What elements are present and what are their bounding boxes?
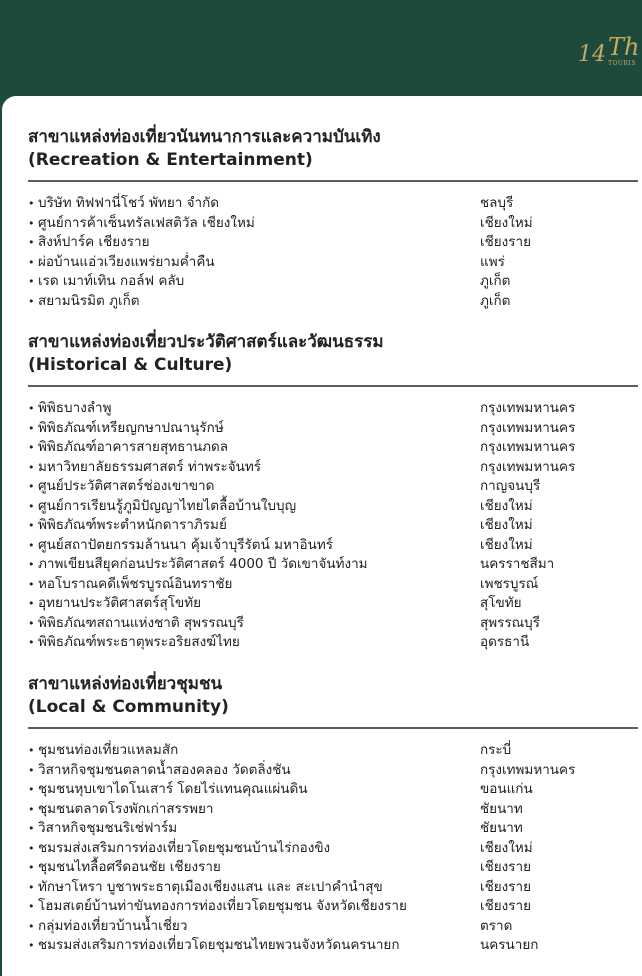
attraction-name: • ศูนย์การเรียนรู้ภูมิปัญญาไทยไตลื้อบ้านใบบุญ [28, 497, 480, 517]
province: สุโขทัย [480, 595, 522, 611]
province: ภูเก็ต [480, 292, 511, 309]
list-item [28, 438, 638, 458]
list-item [28, 819, 638, 839]
list-item [28, 761, 638, 781]
province: กรุงเทพมหานคร [480, 419, 576, 436]
province: ชัยนาท [480, 820, 523, 836]
province: เชียงราย [480, 859, 532, 875]
logo-script: Th [608, 33, 640, 61]
attraction-name: • ศูนย์สถาปัตยกรรมล้านนา คุ้มเจ้าบุรีรัตน์ มหาอินทร์ [28, 536, 480, 556]
list-item [28, 936, 638, 956]
province: กรุงเทพมหานคร [480, 400, 576, 416]
attraction-name: • สิงห์ปาร์ค เชียงราย [28, 233, 480, 253]
province: อุดรธานี [480, 634, 530, 650]
list-item [28, 917, 638, 937]
section-title-th: สาขาแหล่งท่องเที่ยวนันทนาการและความบันเทิง [28, 127, 381, 147]
list-item [28, 575, 638, 595]
section-recreation [28, 126, 638, 311]
list-item [28, 800, 638, 820]
province: ชัยนาท [480, 800, 523, 817]
list-item [28, 780, 638, 800]
list-item [28, 458, 638, 478]
province: ขอนแก่น [480, 781, 533, 797]
province: เชียงใหม่ [480, 517, 533, 533]
logo-number: 14 [578, 42, 606, 67]
section-community [28, 673, 638, 956]
attraction-name: • ชุมชนท่องเที่ยวแหลมสัก [28, 741, 480, 761]
section-title-en: (Local & Community) [28, 697, 229, 717]
province: กระบี่ [480, 742, 512, 758]
attraction-name: • สยามนิรมิต ภูเก็ต [28, 292, 480, 312]
attraction-name: • หอโบราณคดีเพ็ชรบูรณ์อินทราชัย [28, 575, 480, 595]
attraction-name: • พิพิธบางลำพู [28, 399, 480, 419]
province: เชียงใหม่ [480, 214, 533, 231]
province: ตราด [480, 917, 513, 934]
attraction-name: • พิพิธภัณฑสถานแห่งชาติ สุพรรณบุรี [28, 614, 480, 634]
attraction-name: • มหาวิทยาลัยธรรมศาสตร์ ท่าพระจันทร์ [28, 458, 480, 478]
section-historical [28, 331, 638, 653]
province: เชียงใหม่ [480, 497, 533, 514]
list-item [28, 497, 638, 517]
list-item [28, 253, 638, 273]
attraction-name: • ผ่อบ้านแอ่วเวียงแพร่ยามค่ำคืน [28, 253, 480, 273]
attraction-name: • ชมรมส่งเสริมการท่องเที่ยวโดยชุมชนไทยพวนจังหวัดนครนายก [28, 936, 480, 956]
list-item [28, 292, 638, 312]
list-item [28, 477, 638, 497]
attraction-name: • เรด เมาท์เทิน กอล์ฟ คลับ [28, 272, 480, 292]
list-item [28, 839, 638, 859]
attraction-name: • กลุ่มท่องเที่ยวบ้านน้ำเชี่ยว [28, 917, 480, 937]
item-list [28, 194, 638, 311]
attraction-name: • ภาพเขียนสียุคก่อนประวัติศาสตร์ 4000 ปี วัดเขาจันท์งาม [28, 555, 480, 575]
attraction-name: • วิสาหกิจชุมชนริเช่ฟาร์ม [28, 819, 480, 839]
attraction-name: • ทักษาโหรา บูชาพระธาตุเมืองเชียงแสน และ สะเปาคำนำสุข [28, 878, 480, 898]
item-list [28, 741, 638, 956]
section-divider [28, 385, 638, 387]
attraction-name: • พิพิธภัณฑ์เหรียญกษาปณานุรักษ์ [28, 419, 480, 439]
list-item [28, 555, 638, 575]
attraction-name: • ชุมชนตลาดโรงพักเก่าสรรพยา [28, 800, 480, 820]
province: กาญจนบุรี [480, 478, 541, 494]
section-title-en: (Historical & Culture) [28, 355, 233, 375]
province: เชียงราย [480, 234, 532, 250]
item-list [28, 399, 638, 653]
list-item [28, 516, 638, 536]
province: กรุงเทพมหานคร [480, 761, 576, 778]
province: ภูเก็ต [480, 273, 511, 289]
header-banner [0, 0, 640, 100]
list-item [28, 858, 638, 878]
attraction-name: • พิพิธภัณฑ์พระธาตุพระอริยสงฆ์ไทย [28, 633, 480, 653]
section-title-th: สาขาแหล่งท่องเที่ยวประวัติศาสตร์และวัฒนธรรม [28, 332, 384, 352]
logo-right [608, 34, 639, 68]
attraction-name: • ชมรมส่งเสริมการท่องเที่ยวโดยชุมชนบ้านไร่กองขิง [28, 839, 480, 859]
section-divider [28, 727, 638, 729]
section-title-en: (Recreation & Entertainment) [28, 150, 313, 170]
province: แพร่ [480, 253, 505, 270]
province: กรุงเทพมหานคร [480, 439, 576, 455]
list-item [28, 594, 638, 614]
list-item [28, 399, 638, 419]
province: สุพรรณบุรี [480, 614, 540, 631]
attraction-name: • อุทยานประวัติศาสตร์สุโขทัย [28, 594, 480, 614]
section-title-th: สาขาแหล่งท่องเที่ยวชุมชน [28, 674, 223, 694]
province: เพชรบูรณ์ [480, 575, 539, 592]
list-item [28, 614, 638, 634]
province: เชียงราย [480, 878, 532, 895]
list-item [28, 214, 638, 234]
list-item [28, 194, 638, 214]
list-item [28, 419, 638, 439]
attraction-name: • บริษัท ทิฟฟานี่โชว์ พัทยา จำกัด [28, 194, 480, 214]
attraction-name: • วิสาหกิจชุมชนตลาดน้ำสองคลอง วัดตลิ่งชัน [28, 761, 480, 781]
list-item [28, 272, 638, 292]
awards-logo [578, 34, 639, 68]
province: เชียงราย [480, 898, 532, 914]
attraction-name: • พิพิธภัณฑ์พระตำหนักดาราภิรมย์ [28, 516, 480, 536]
list-item [28, 741, 638, 761]
province: นครนายก [480, 937, 539, 953]
list-item [28, 897, 638, 917]
list-item [28, 878, 638, 898]
province: นครราชสีมา [480, 556, 555, 572]
attraction-name: • ชุมชนหุบเขาไดโนเสาร์ โดยไร่แทนคุณแผ่นดิน [28, 780, 480, 800]
province: เชียงใหม่ [480, 536, 533, 553]
logo-subtitle: TOURIS [608, 60, 636, 67]
province: กรุงเทพมหานคร [480, 458, 576, 475]
attraction-name: • ศูนย์ประวัติศาสตร์ช่องเขาขาด [28, 477, 480, 497]
section-divider [28, 180, 638, 182]
attraction-name: • พิพิธภัณฑ์อาคารสายสุทธานภดล [28, 438, 480, 458]
attraction-name: • โฮมสเตย์บ้านท่าขันทองการท่องเที่ยวโดยชุมชน จังหวัดเชียงราย [28, 897, 480, 917]
list-item [28, 536, 638, 556]
attraction-name: • ศูนย์การค้าเซ็นทรัลเฟสติวัล เชียงใหม่ [28, 214, 480, 234]
province: เชียงใหม่ [480, 839, 533, 856]
attraction-name: • ชุมชนไทลื้อศรีดอนชัย เชียงราย [28, 858, 480, 878]
list-item [28, 233, 638, 253]
list-item [28, 633, 638, 653]
province: ชลบุรี [480, 195, 514, 211]
